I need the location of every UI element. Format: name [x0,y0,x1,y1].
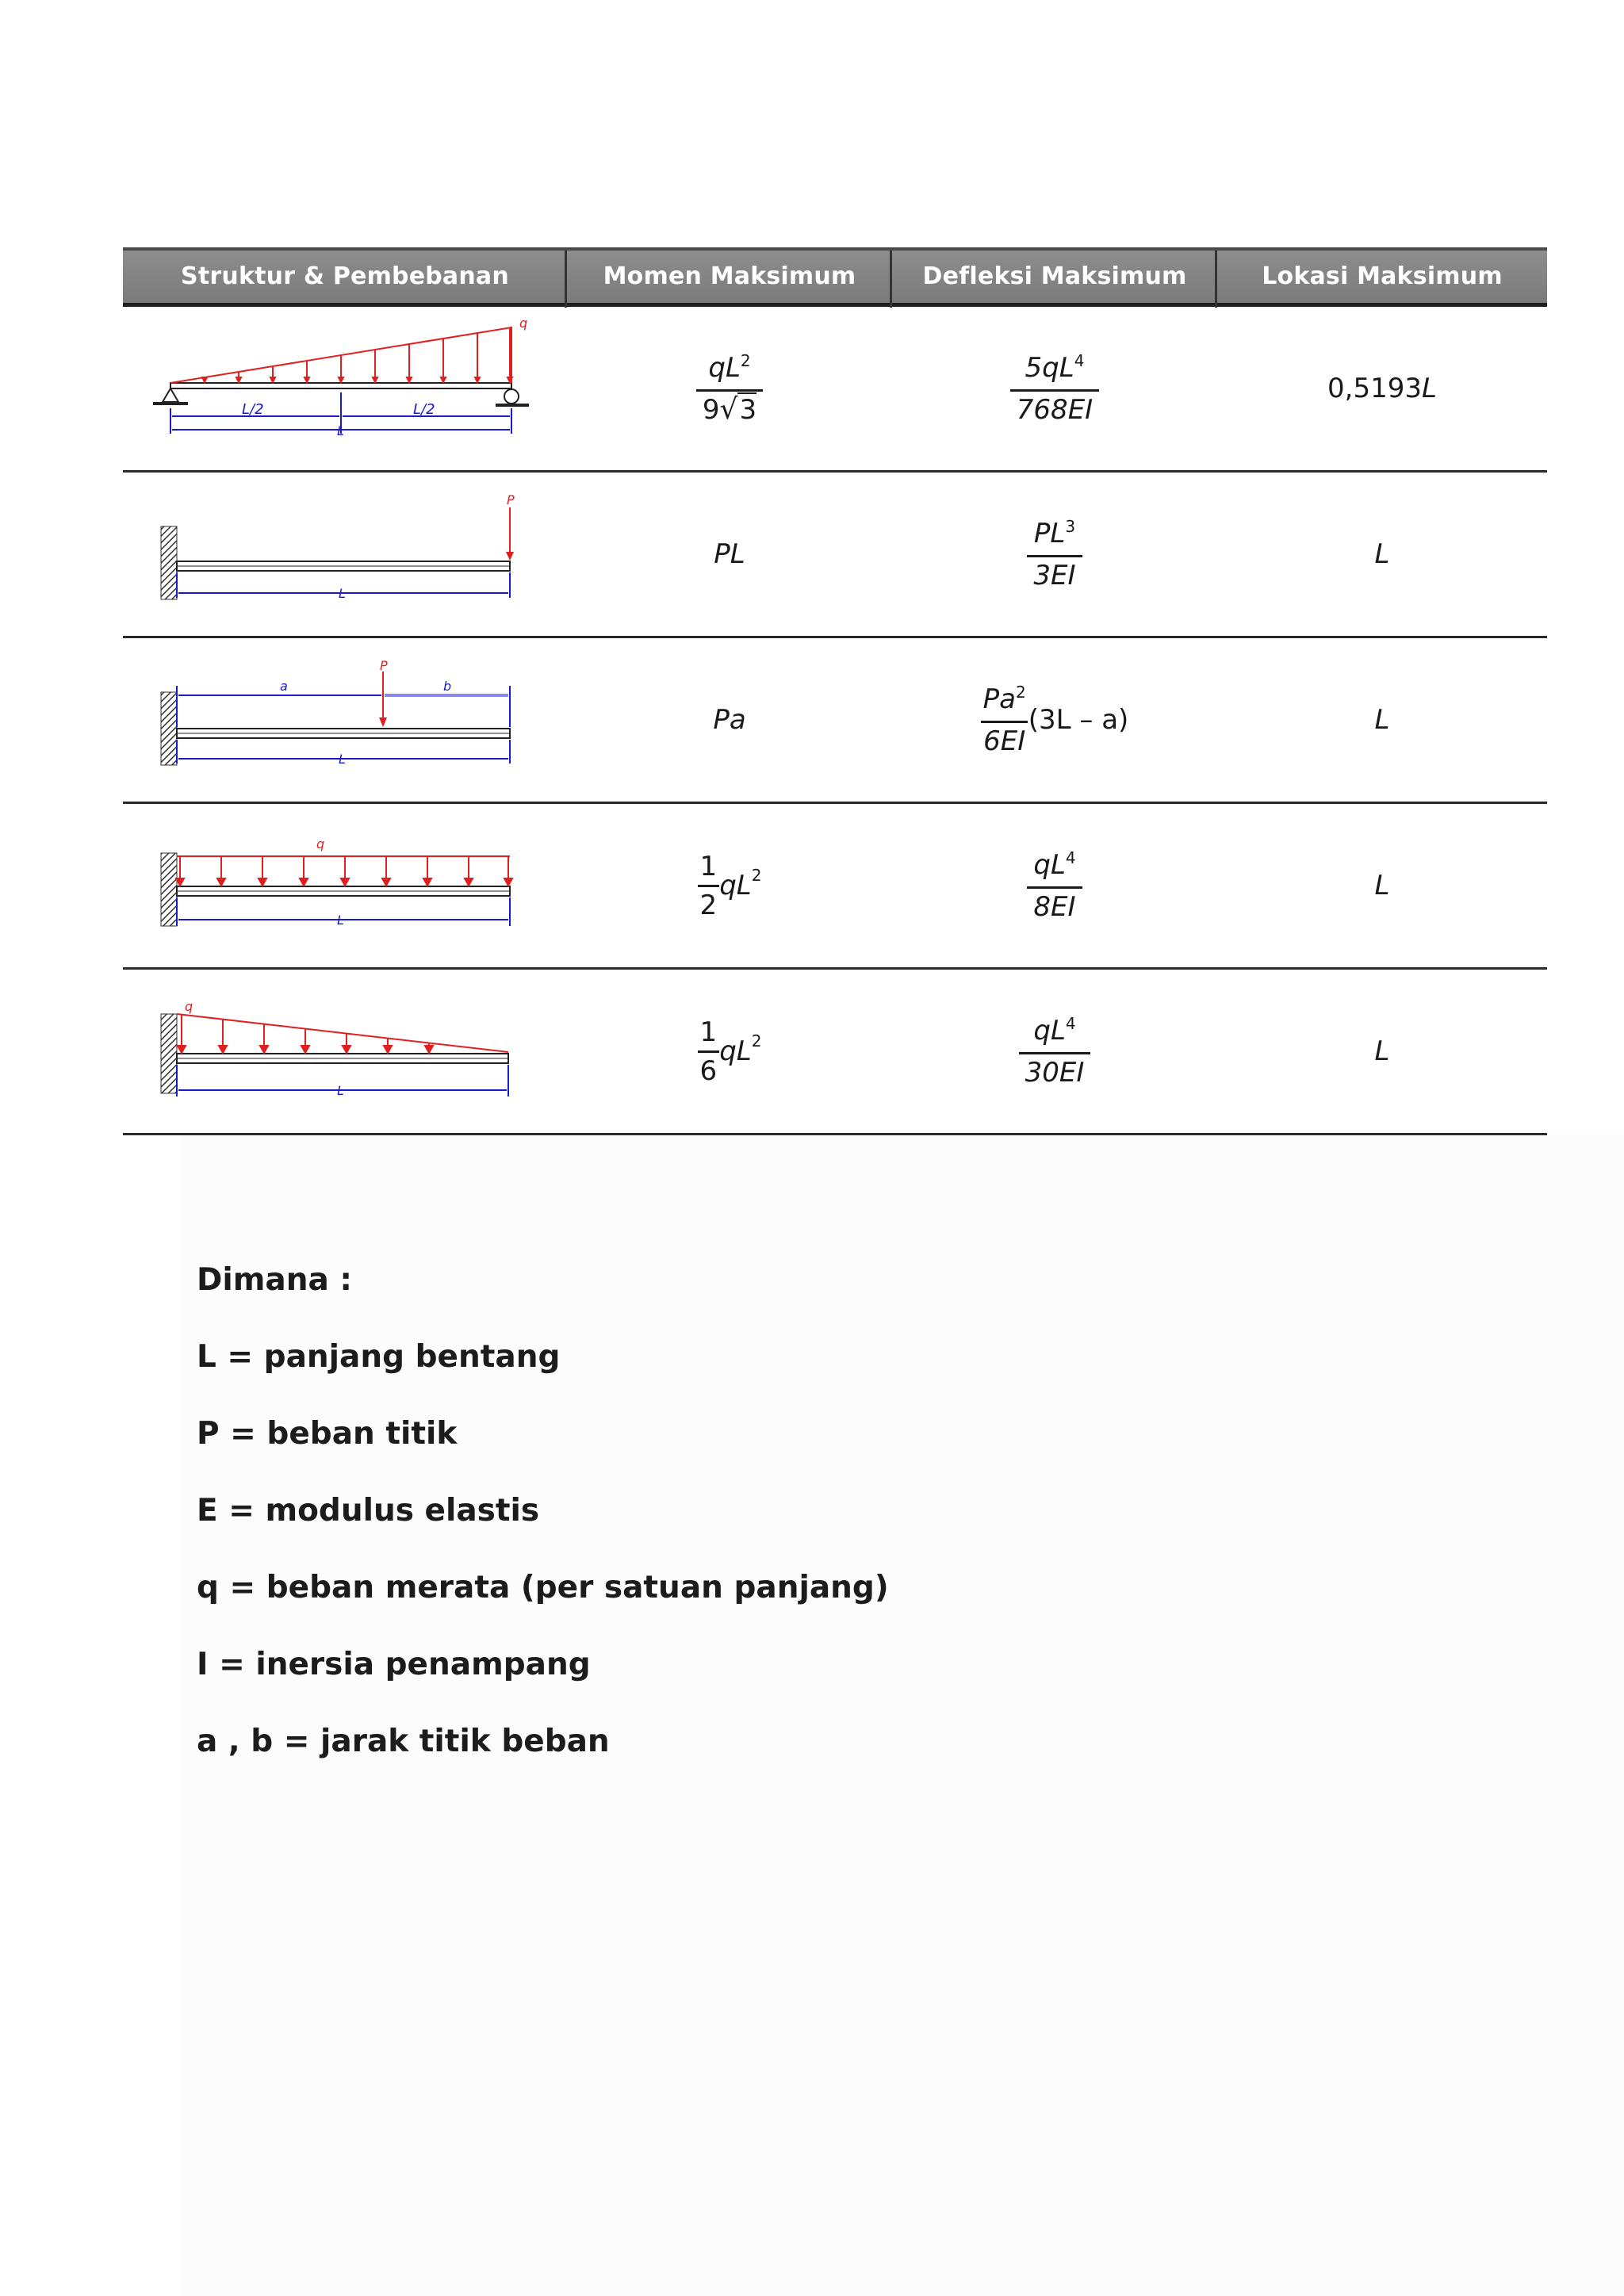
max-location: L [1374,1035,1390,1067]
header-structure: Struktur & Pembebanan [181,262,509,290]
load-label: q [316,836,325,851]
location-variable: L [1422,373,1437,404]
header-moment: Momen Maksimum [603,262,856,290]
exponent: 2 [740,350,751,370]
max-moment [567,307,892,470]
moment-term: qL [719,870,752,901]
max-deflection [892,638,1217,802]
max-deflection [892,804,1217,967]
deflection-fraction [1027,849,1082,923]
moment-fraction: $\frac{qL^2}{9√3}$ [696,352,763,426]
exponent: 3 [1065,516,1076,536]
deflection-fraction [981,683,1028,757]
dimension-label: L [337,1083,344,1098]
exponent: 2 [751,866,762,885]
deflection-numerator: qL [1033,848,1066,881]
legend-item: a , b = jarak titik beban [197,1724,610,1759]
table-row [123,638,1547,804]
table-row [123,307,1547,473]
deflection-denominator: 6EI [981,721,1028,757]
load-label: P [380,658,388,673]
deflection-numerator: Pa [982,683,1017,715]
dimension-label: L [339,752,346,767]
legend [197,1261,889,1799]
diagram-cantilever-uniform-load [123,804,567,967]
coefficient-denominator: 6 [698,1050,720,1087]
legend-item: P = beban titik [197,1416,458,1452]
max-location [1217,307,1547,470]
exponent: 2 [751,1031,762,1050]
max-moment [567,970,892,1133]
exponent: 4 [1065,848,1076,867]
diagram-cantilever-intermediate-point-load [123,638,567,802]
coefficient-denominator: 2 [698,885,720,921]
header-location: Lokasi Maksimum [1262,262,1503,290]
diagram-cantilever-end-point-load [123,473,567,636]
max-deflection [892,307,1217,470]
moment-coefficient [698,1016,720,1087]
dimension-label: L [339,586,346,601]
dimension-label: L/2 [413,401,435,418]
max-deflection [892,473,1217,636]
radicand: 3 [739,393,757,426]
legend-item: L = panjang bentang [197,1339,561,1375]
beam-formula-table [123,247,1547,1135]
dimension-label: L/2 [242,401,264,418]
max-location: L [1374,538,1390,570]
legend-item: I = inersia penampang [197,1647,591,1682]
max-location: L [1374,704,1390,736]
load-label: P [507,492,515,507]
deflection-denominator: 3EI [1027,555,1082,591]
coefficient-numerator: 1 [699,1016,718,1048]
moment-term: qL [719,1035,752,1067]
table-header [123,247,1547,307]
deflection-denominator: 8EI [1027,886,1082,923]
max-moment [567,804,892,967]
deflection-factor: (3L – a) [1028,704,1129,736]
table-row [123,970,1547,1135]
coefficient-numerator: 1 [699,850,718,882]
load-label: q [519,316,528,331]
moment-numerator: qL [708,351,741,384]
exponent: 2 [1016,682,1026,702]
deflection-denominator: 30EI [1019,1052,1091,1089]
max-location: L [1374,870,1390,901]
diagram-cantilever-triangular-load [123,970,567,1133]
load-label: q [185,999,193,1014]
deflection-fraction [1027,518,1082,591]
diagram-simple-beam-triangular-load [123,307,567,470]
deflection-fraction [1010,352,1099,426]
dimension-label: b [443,679,452,694]
table-row [123,804,1547,970]
legend-item: q = beban merata (per satuan panjang) [197,1570,889,1605]
dimension-label: L [337,913,344,928]
dimension-label: a [280,679,288,694]
deflection-numerator: qL [1033,1014,1066,1047]
moment-coefficient [698,851,720,921]
max-deflection [892,970,1217,1133]
max-moment: PL [714,538,745,570]
deflection-numerator: PL [1033,517,1066,549]
header-deflection: Defleksi Maksimum [922,262,1187,290]
max-moment: Pa [713,704,746,736]
deflection-fraction [1019,1015,1091,1089]
legend-item: E = modulus elastis [197,1493,540,1529]
table-row [123,473,1547,638]
deflection-denominator: 768EI [1010,389,1099,426]
dimension-label: L [337,423,344,438]
deflection-numerator: 5qL [1025,351,1074,384]
moment-denominator: 9 [702,393,720,426]
location-value: 0,5193 [1327,373,1422,404]
exponent: 4 [1065,1013,1076,1033]
exponent: 4 [1074,350,1085,370]
legend-title: Dimana : [197,1262,352,1298]
